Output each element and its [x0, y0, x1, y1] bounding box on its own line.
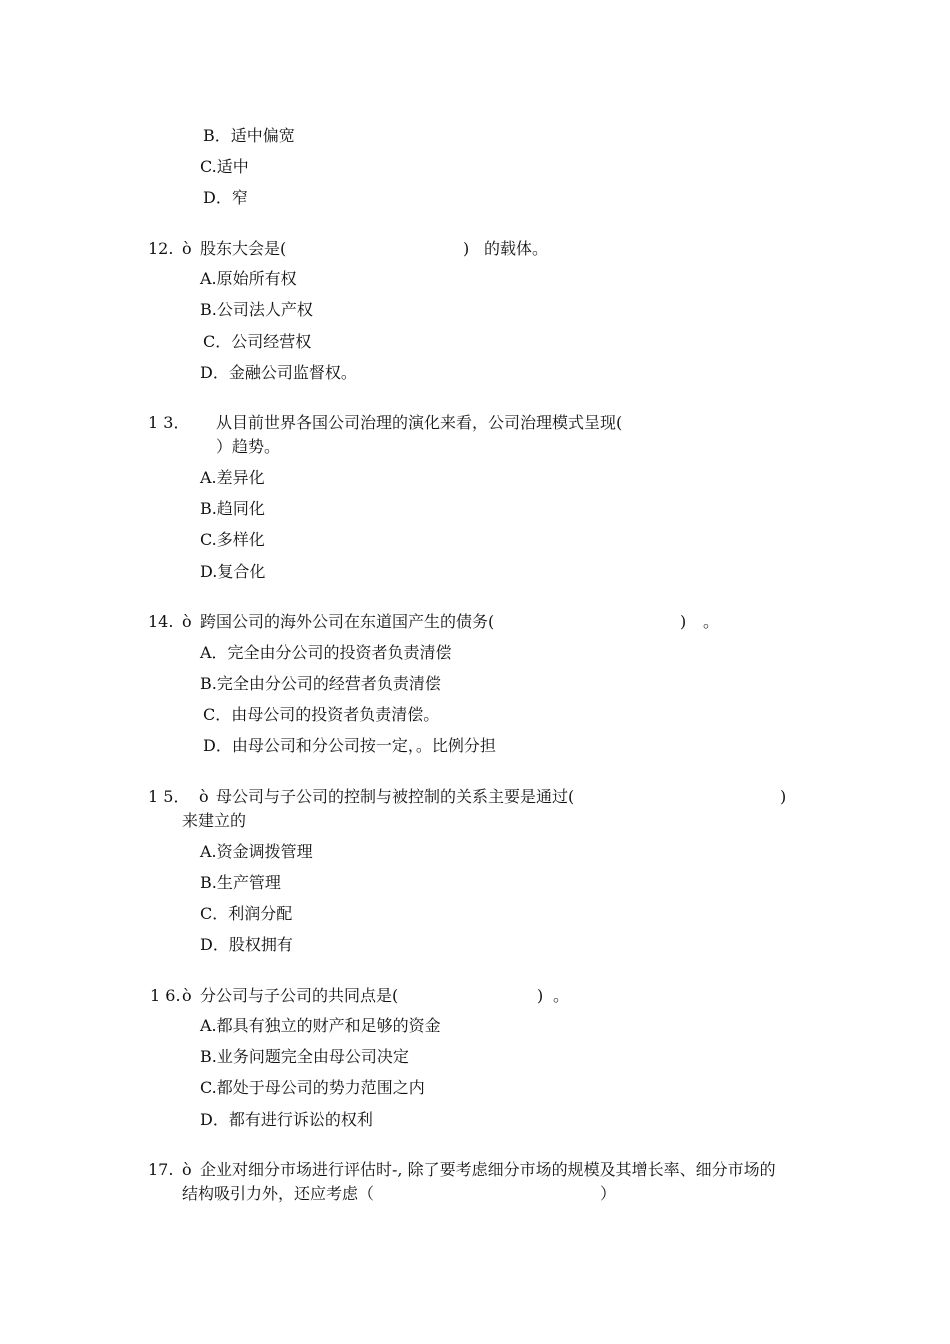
question-text: 母公司与子公司的控制与被控制的关系主要是通过(	[216, 787, 575, 806]
question-number: 14.	[148, 612, 174, 631]
blank-close-paren: )	[537, 986, 544, 1005]
question-text: 从目前世界各国公司治理的演化来看，公司治理模式呈现(	[216, 413, 623, 432]
bullet-marker: ò	[199, 787, 209, 806]
option-d: D．股权拥有	[200, 935, 293, 954]
option-c: C．公司经营权	[203, 332, 312, 351]
question-text-line2: ）趋势。	[216, 437, 281, 456]
question-text-tail: 。	[553, 986, 570, 1005]
bullet-marker: ò	[182, 1160, 192, 1179]
question-number: 1 3．	[148, 413, 190, 432]
option-c: C．由母公司的投资者负责清偿。	[203, 705, 440, 724]
question-number: 1 5．	[148, 787, 190, 806]
option-b: B.完全由分公司的经营者负责清偿	[200, 674, 441, 693]
option-d: D．窄	[203, 188, 248, 207]
blank-close-paren: ）	[600, 1184, 617, 1203]
option-b: B.趋同化	[200, 499, 265, 518]
option-a: A.差异化	[200, 468, 265, 487]
option-c: C.适中	[200, 157, 249, 176]
blank-close-paren: )	[680, 612, 687, 631]
option-b: B.生产管理	[200, 873, 281, 892]
bullet-marker: ò	[182, 986, 192, 1005]
option-d: D．都有进行诉讼的权利	[200, 1110, 373, 1129]
question-text: 分公司与子公司的共同点是(	[200, 986, 399, 1005]
question-text-tail: 的载体。	[484, 239, 549, 258]
option-d: D.复合化	[200, 562, 266, 581]
option-a: A.资金调拨管理	[200, 842, 313, 861]
option-d: D．由母公司和分公司按一定，。比例分担	[203, 736, 496, 755]
option-a: A．完全由分公司的投资者负责清偿	[200, 643, 452, 662]
question-number: 1 6.	[150, 986, 181, 1005]
blank-close-paren: )	[463, 239, 470, 258]
question-text-tail: 。	[703, 612, 720, 631]
blank-close-paren: )	[780, 787, 787, 806]
option-a: A.都具有独立的财产和足够的资金	[200, 1016, 441, 1035]
option-c: C.都处于母公司的势力范围之内	[200, 1078, 425, 1097]
option-b: B.业务问题完全由母公司决定	[200, 1047, 409, 1066]
option-b: B.公司法人产权	[200, 300, 313, 319]
question-text: 股东大会是(	[200, 239, 287, 258]
question-text-line2: 来建立的	[182, 811, 247, 830]
bullet-marker: ò	[182, 612, 192, 631]
question-text: 跨国公司的海外公司在东道国产生的债务(	[200, 612, 495, 631]
option-d: D．金融公司监督权。	[200, 363, 357, 382]
question-text-line2: 结构吸引力外，还应考虑（	[182, 1184, 375, 1203]
question-text: 企业对细分市场进行评估时-, 除了要考虑细分市场的规模及其增长率、细分市场的	[200, 1160, 776, 1179]
question-number: 12.	[148, 239, 174, 258]
option-c: C.多样化	[200, 530, 265, 549]
option-a: A.原始所有权	[200, 269, 297, 288]
question-number: 17.	[148, 1160, 174, 1179]
option-b: B．适中偏宽	[203, 126, 295, 145]
option-c: C．利润分配	[200, 904, 293, 923]
bullet-marker: ò	[182, 239, 192, 258]
